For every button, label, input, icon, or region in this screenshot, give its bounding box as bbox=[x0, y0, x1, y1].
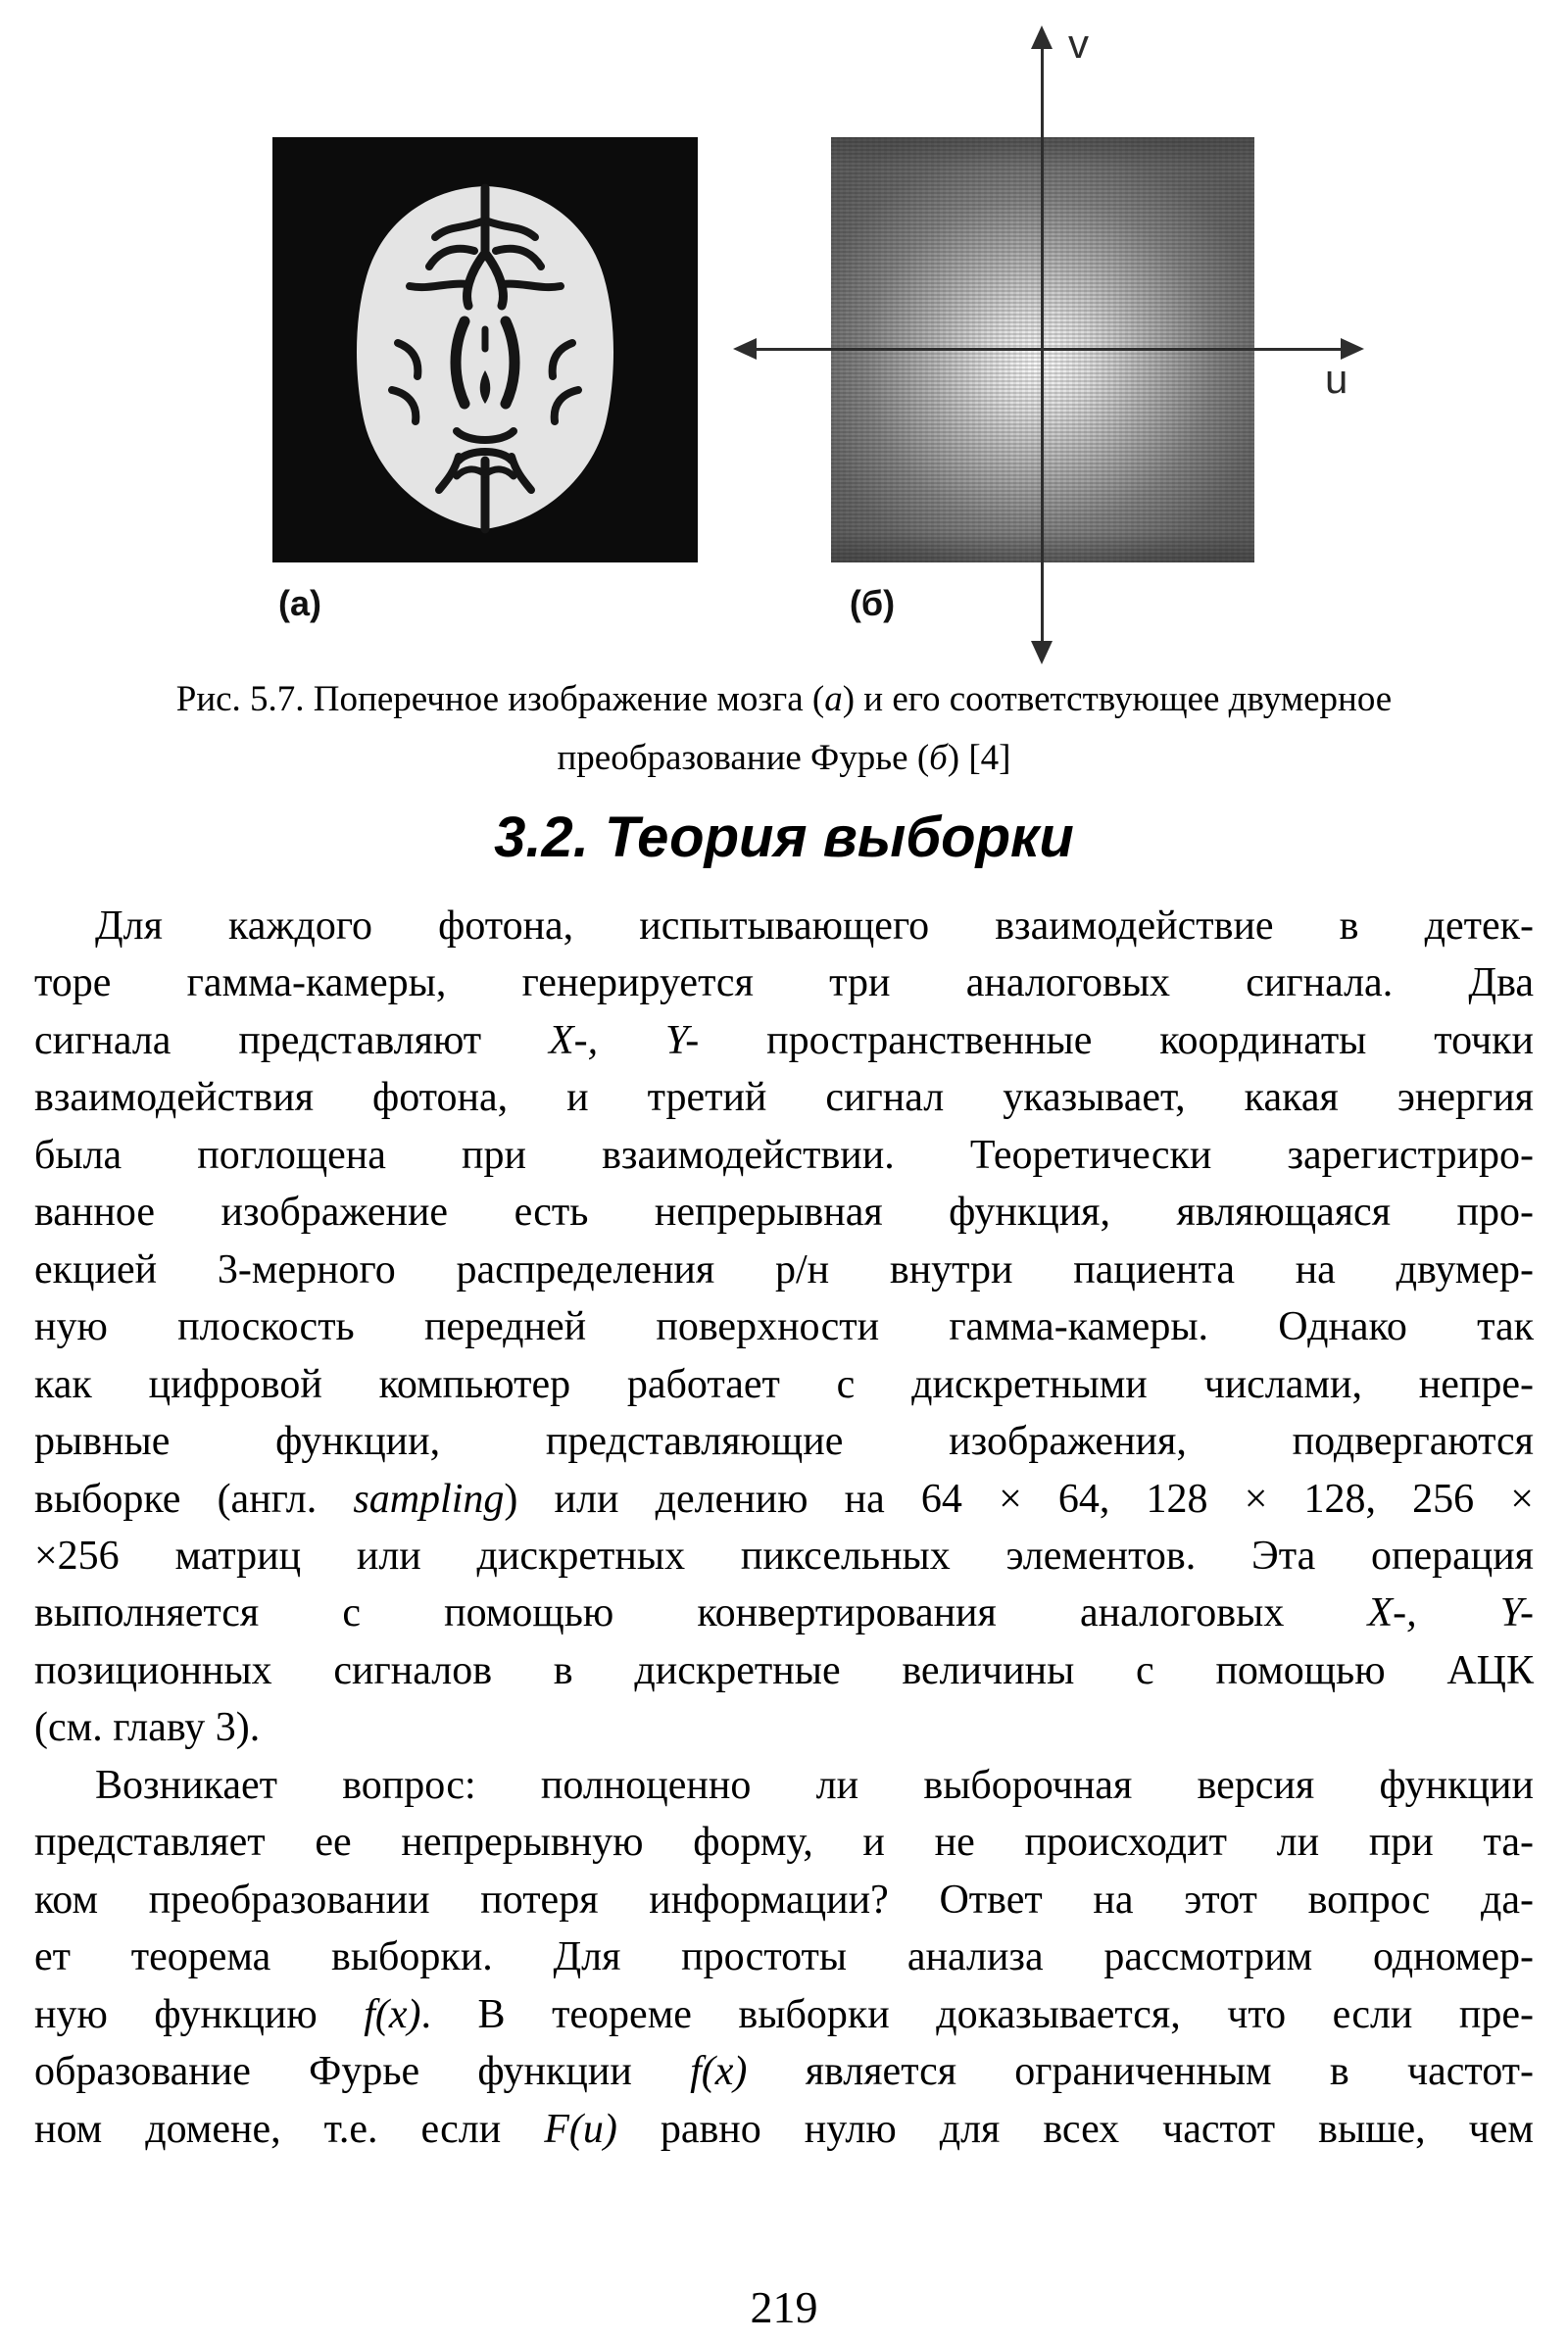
body-text bbox=[34, 898, 1534, 2158]
body-line: позиционных сигналов в дискретные величины с помощью АЦК bbox=[34, 1647, 1534, 1693]
body-line: (см. главу 3). bbox=[34, 1705, 261, 1751]
page-number: 219 bbox=[750, 2282, 818, 2332]
v-axis-line bbox=[1041, 45, 1044, 645]
body-line: рывные функции, представляющие изображения, подвергаются bbox=[34, 1419, 1534, 1465]
body-line: как цифровой компьютер работает с дискретными числами, непре- bbox=[34, 1361, 1534, 1407]
u-axis-label: u bbox=[1325, 356, 1348, 402]
section-heading: 3.2. Теория выборки bbox=[494, 805, 1074, 869]
body-line: образование Фурье функции f(x) является ограниченным в частот- bbox=[34, 2049, 1534, 2095]
body-line: Для каждого фотона, испытывающего взаимодействие в детек- bbox=[95, 903, 1534, 949]
body-line: представляет ее непрерывную форму, и не происходит ли при та- bbox=[34, 1820, 1534, 1866]
body-line: взаимодействия фотона, и третий сигнал указывает, какая энергия bbox=[34, 1075, 1534, 1121]
body-line: ком преобразовании потеря информации? Ответ на этот вопрос да- bbox=[34, 1877, 1534, 1923]
body-line: выборке (англ. sampling) или делению на 64 × 64, 128 × 128, 256 × bbox=[34, 1476, 1534, 1522]
brain-slice-image bbox=[272, 137, 698, 562]
panel-a-label: (a) bbox=[278, 583, 321, 623]
body-line: ную функцию f(x). В теореме выборки доказывается, что если пре- bbox=[34, 1991, 1535, 2037]
u-axis-line bbox=[755, 348, 1343, 351]
body-line: ном домене, т.е. если F(u) равно нулю для всех частот выше, чем bbox=[34, 2106, 1534, 2152]
body-line: ванное изображение есть непрерывная функция, являющаяся про- bbox=[34, 1190, 1534, 1236]
body-line: ×256 матриц или дискретных пиксельных элементов. Эта операция bbox=[34, 1533, 1534, 1579]
caption-line: Рис. 5.7. Поперечное изображение мозга (а) и его соответствующее двумерное bbox=[175, 679, 1393, 719]
body-line: торе гамма-камеры, генерируется три аналоговых сигнала. Два bbox=[34, 960, 1534, 1006]
u-axis-arrow-left-icon bbox=[733, 338, 757, 360]
v-axis-arrow-up-icon bbox=[1031, 25, 1053, 49]
v-axis-label: v bbox=[1068, 21, 1089, 67]
caption-line: преобразование Фурье (б) [4] bbox=[557, 738, 1011, 778]
v-axis-arrow-down-icon bbox=[1031, 641, 1053, 664]
body-line: ную плоскость передней поверхности гамма-камеры. Однако так bbox=[34, 1304, 1534, 1350]
figure-caption bbox=[29, 670, 1539, 788]
body-line: сигнала представляют X-, Y- пространственные координаты точки bbox=[34, 1017, 1535, 1063]
body-line: была поглощена при взаимодействии. Теоретически зарегистриро- bbox=[34, 1132, 1534, 1178]
body-line: ет теорема выборки. Для простоты анализа рассмотрим одномер- bbox=[34, 1934, 1534, 1980]
body-line: екцией 3-мерного распределения р/н внутри пациента на двумер- bbox=[34, 1246, 1534, 1293]
body-line: выполняется с помощью конвертирования аналоговых X-, Y- bbox=[34, 1590, 1534, 1636]
panel-b-label: (б) bbox=[849, 583, 896, 623]
body-line: Возникает вопрос: полноценно ли выборочная версия функции bbox=[95, 1762, 1534, 1808]
